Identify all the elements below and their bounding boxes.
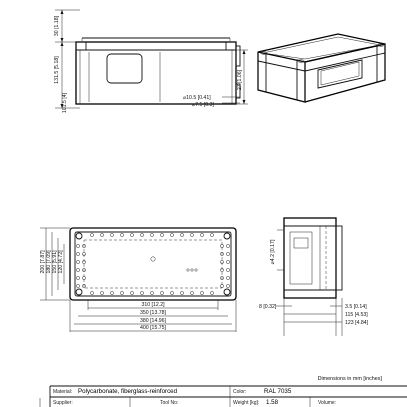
dim-front-180: 180 [7.09] bbox=[46, 250, 52, 274]
dim-front-350: 350 [13.78] bbox=[140, 310, 166, 316]
top-view bbox=[54, 10, 248, 113]
dim-top-101: 101.5 [4] bbox=[62, 92, 68, 114]
dim-top-131: 131.5 [5.18] bbox=[54, 56, 60, 84]
side-view bbox=[259, 218, 369, 336]
volume-label: Volume: bbox=[318, 400, 337, 406]
dim-side-115: 115 [4.53] bbox=[345, 312, 368, 318]
weight-label: Weight [kg]: bbox=[233, 400, 260, 406]
weight-value: 1.58 bbox=[266, 399, 279, 406]
dim-top-27: 27 [1.06] bbox=[237, 69, 243, 91]
dim-front-150: 150 [5.91] bbox=[52, 250, 58, 274]
color-value: RAL 7035 bbox=[264, 388, 292, 395]
material-value: Polycarbonate, fiberglass-reinforced bbox=[78, 388, 178, 395]
material-label: Material: bbox=[53, 389, 73, 395]
dim-side-dia-4: ⌀4.2 [0.17] bbox=[270, 239, 276, 265]
supplier-label: Supplier: bbox=[53, 400, 73, 406]
toolno-label: Tool No: bbox=[160, 400, 179, 406]
dim-front-120: 120 [4.72] bbox=[58, 250, 64, 274]
dim-top-dia-10: ⌀10.5 [0.41] bbox=[183, 95, 211, 101]
dim-side-8: 8 [0.32] bbox=[259, 304, 277, 310]
dim-front-200: 200 [7.87] bbox=[40, 250, 46, 274]
title-block bbox=[40, 386, 407, 407]
dim-top-30: 30 [1.18] bbox=[54, 15, 60, 37]
front-view bbox=[40, 228, 236, 332]
dim-front-400: 400 [15.75] bbox=[140, 325, 166, 331]
dim-side-123: 123 [4.84] bbox=[345, 320, 369, 326]
color-label: Color: bbox=[233, 389, 247, 395]
dim-side-3-5: 3.5 [0.14] bbox=[345, 304, 367, 310]
dim-top-dia-7: ⌀7.5 [0.3] bbox=[192, 102, 214, 108]
dim-front-380: 380 [14.96] bbox=[140, 318, 166, 324]
dim-front-310: 310 [12.2] bbox=[141, 302, 165, 308]
isometric-view bbox=[258, 34, 385, 102]
units-note: Dimensions in mm [inches] bbox=[317, 376, 382, 382]
